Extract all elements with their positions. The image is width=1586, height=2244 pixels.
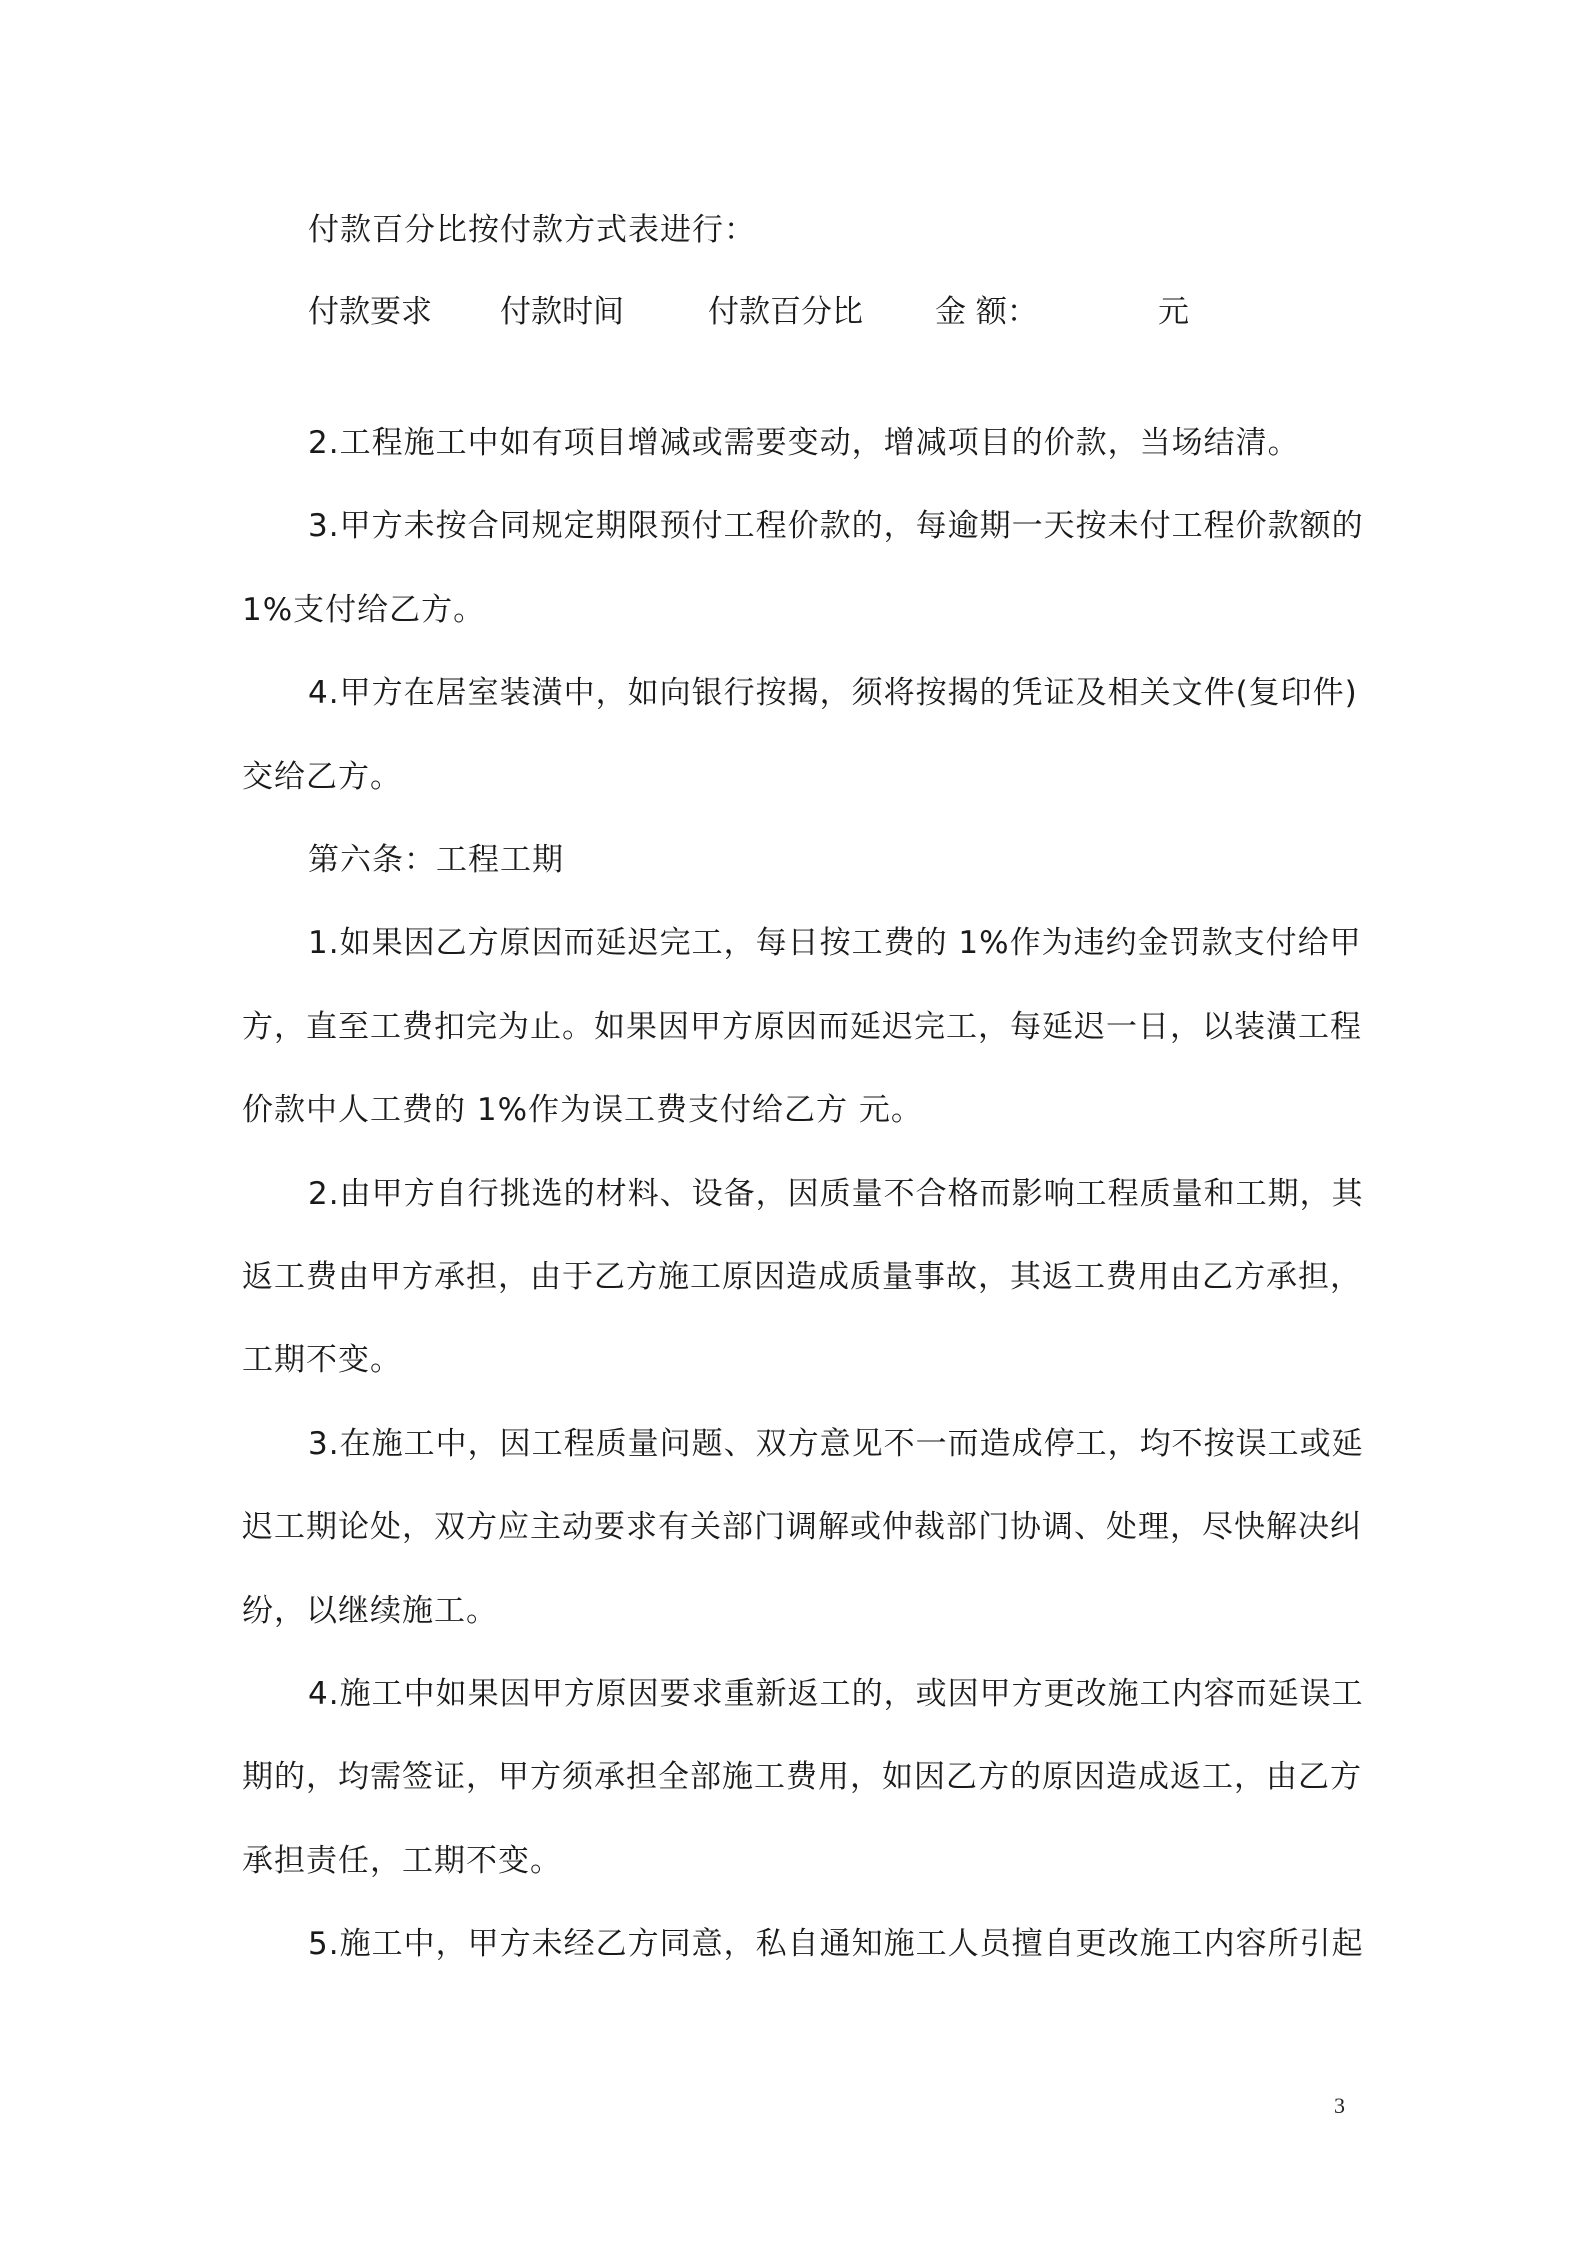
payment-time-label: 付款时间 [500,294,624,330]
paragraph-line: 5.施工中，甲方未经乙方同意，私自通知施工人员擅自更改施工内容所引起 [308,1926,1364,1962]
paragraph-line: 纷，以继续施工。 [242,1593,498,1629]
paragraph-line: 1.如果因乙方原因而延迟完工，每日按工费的 1%作为违约金罚款支付给甲 [308,925,1362,961]
paragraph-line: 4.施工中如果因甲方原因要求重新返工的，或因甲方更改施工内容而延误工 [308,1676,1364,1712]
paragraph-line: 返工费由甲方承担，由于乙方施工原因造成质量事故，其返工费用由乙方承担， [242,1259,1362,1295]
paragraph-line: 3.甲方未按合同规定期限预付工程价款的，每逾期一天按未付工程价款额的 [308,508,1364,544]
paragraph-line: 交给乙方。 [242,759,402,795]
paragraph-line: 承担责任，工期不变。 [242,1843,562,1879]
currency-unit-label: 元 [1158,294,1189,330]
paragraph-line: 迟工期论处，双方应主动要求有关部门调解或仲裁部门协调、处理，尽快解决纠 [242,1509,1362,1545]
paragraph-line: 付款百分比按付款方式表进行： [308,212,756,248]
paragraph-line: 价款中人工费的 1%作为误工费支付给乙方 元。 [242,1092,923,1128]
paragraph-line: 2.工程施工中如有项目增减或需要变动，增减项目的价款，当场结清。 [308,425,1300,461]
paragraph-line: 工期不变。 [242,1342,402,1378]
paragraph-line: 3.在施工中，因工程质量问题、双方意见不一而造成停工，均不按误工或延 [308,1426,1364,1462]
paragraph-line: 期的，均需签证，甲方须承担全部施工费用，如因乙方的原因造成返工，由乙方 [242,1759,1362,1795]
paragraph-line: 方，直至工费扣完为止。如果因甲方原因而延迟完工，每延迟一日，以装潢工程 [242,1009,1362,1045]
section-heading: 第六条：工程工期 [308,842,564,878]
payment-percent-label: 付款百分比 [708,294,863,330]
paragraph-line: 4.甲方在居室装潢中，如向银行按揭，须将按揭的凭证及相关文件(复印件) [308,675,1358,711]
amount-label: 金 额： [935,294,1038,330]
page-number: 3 [1334,2093,1345,2118]
paragraph-line: 1%支付给乙方。 [242,592,486,628]
payment-requirement-label: 付款要求 [308,294,432,330]
paragraph-line: 2.由甲方自行挑选的材料、设备，因质量不合格而影响工程质量和工期，其 [308,1176,1364,1212]
